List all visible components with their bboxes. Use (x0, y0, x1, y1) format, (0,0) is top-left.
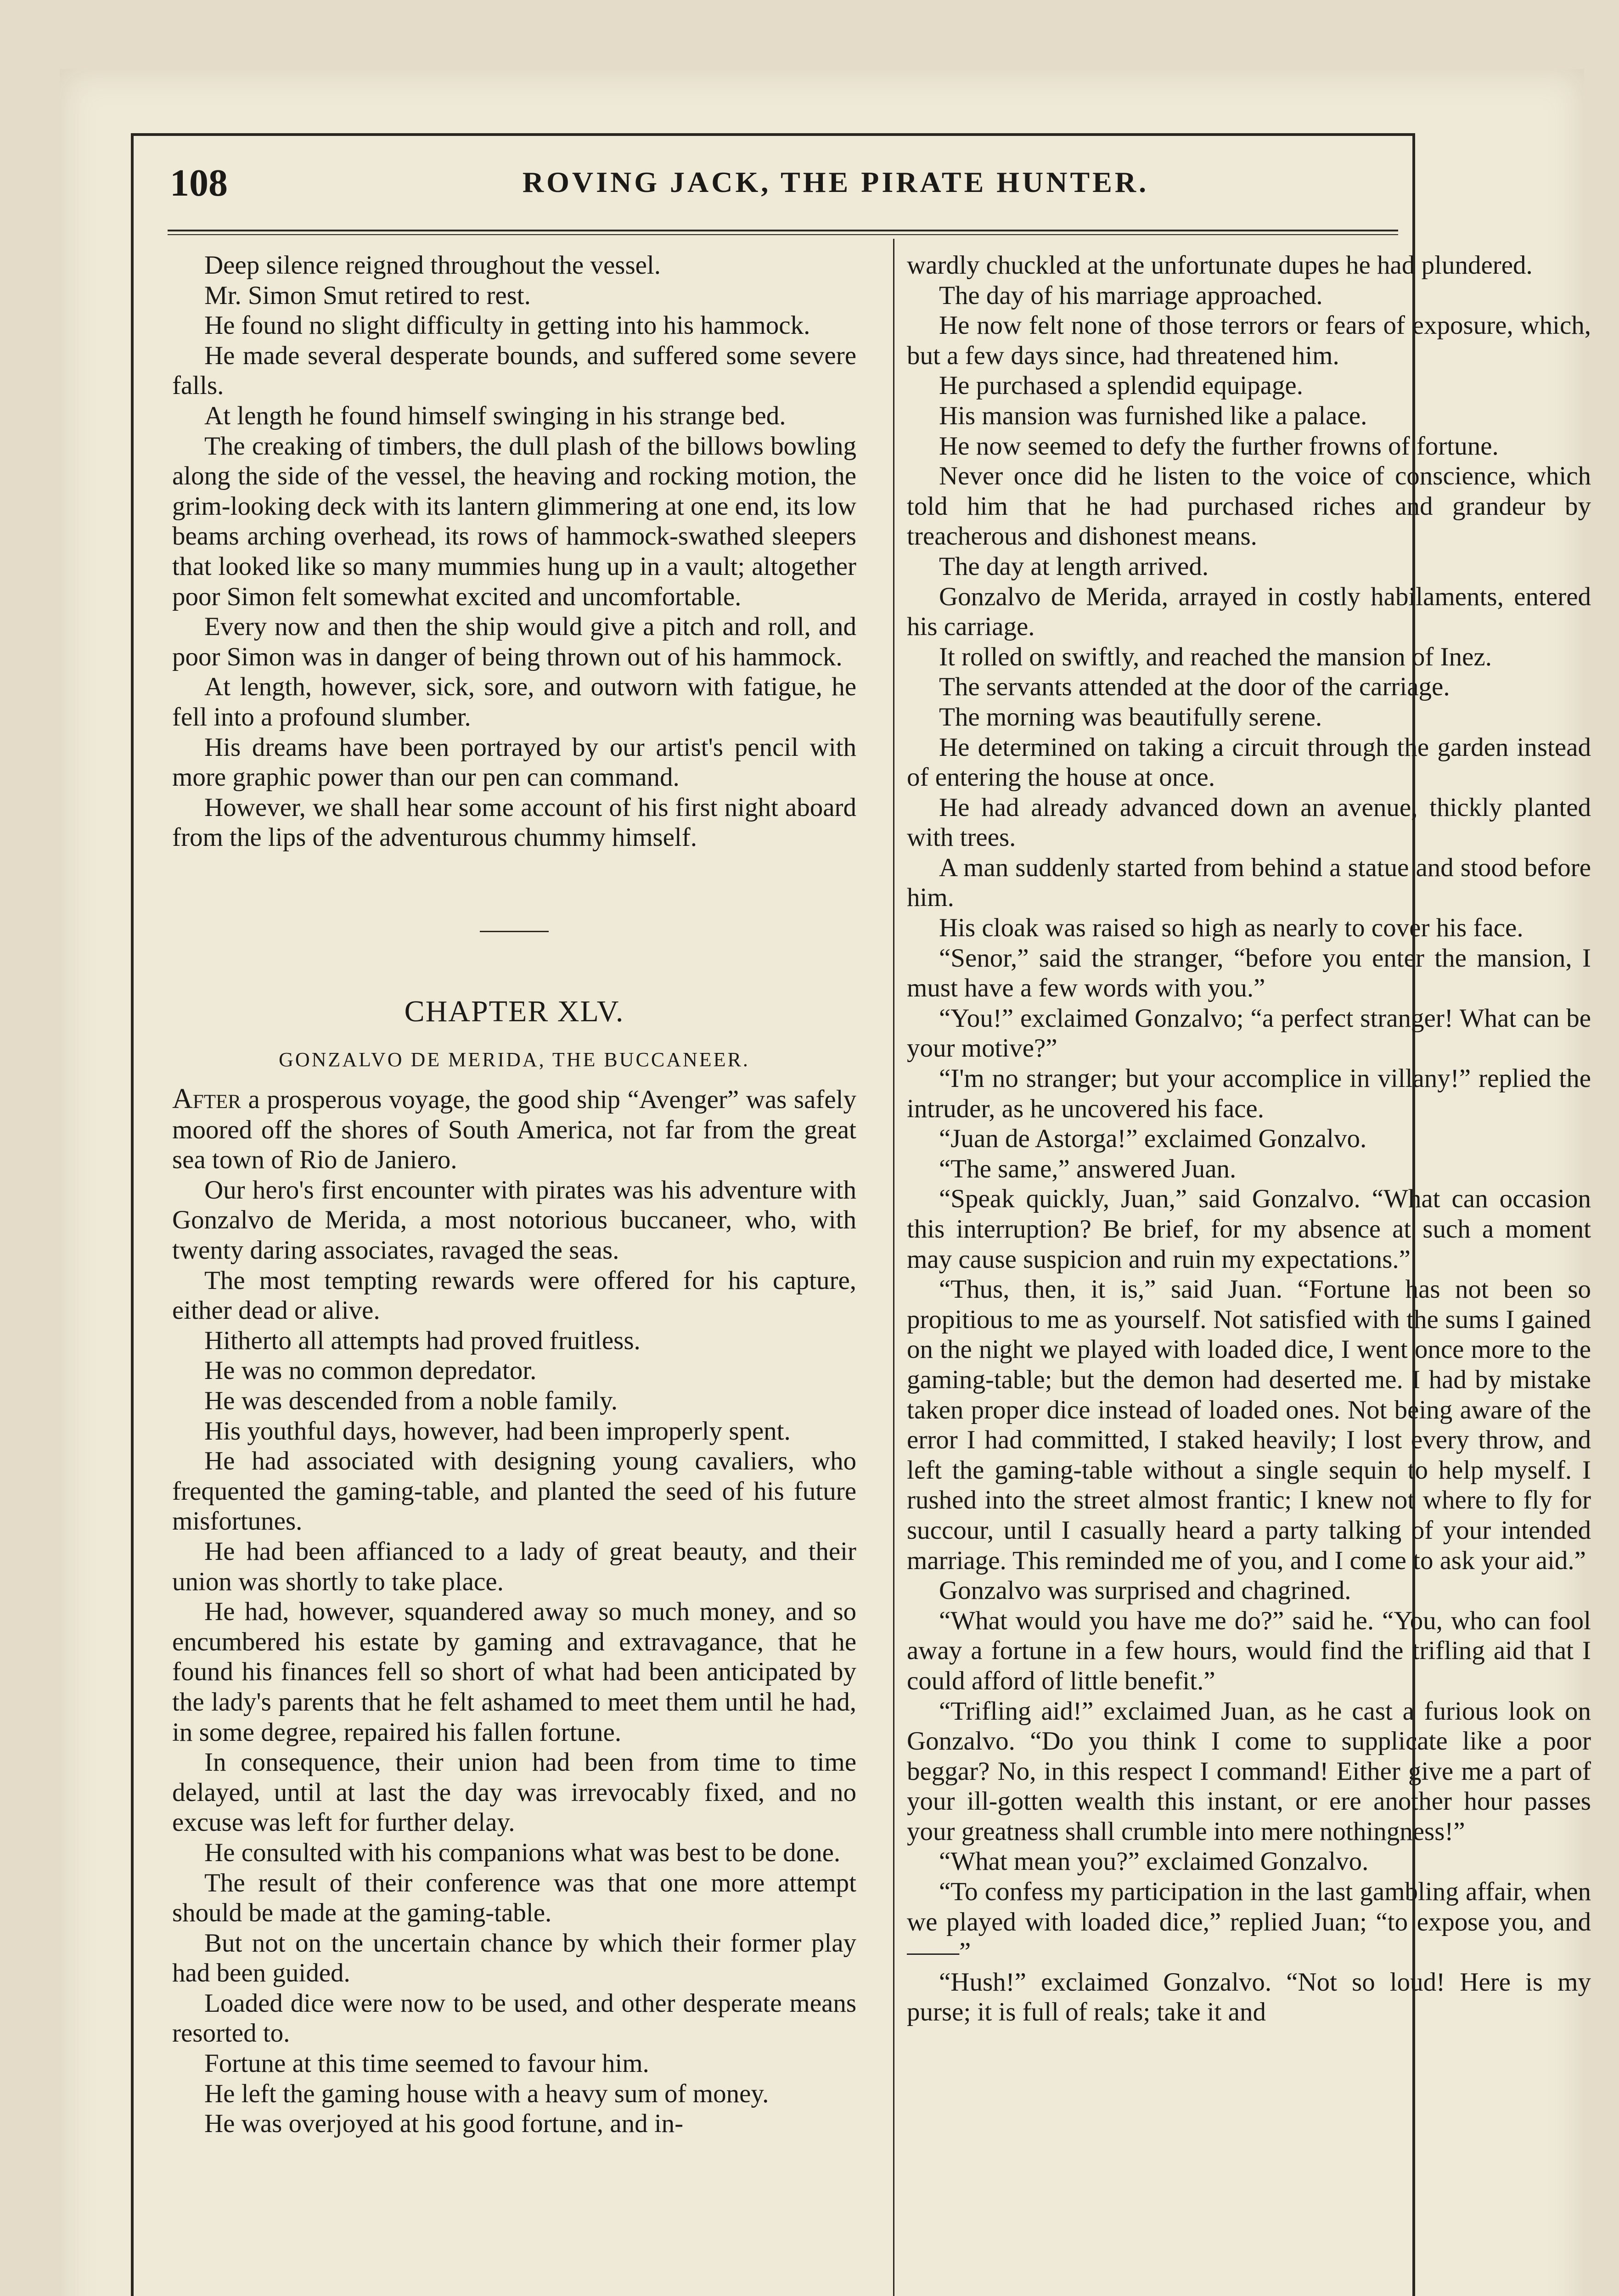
paragraph: Gonzalvo de Merida, arrayed in costly habilaments, entered his carriage. (907, 582, 1591, 642)
paragraph: He had been affianced to a lady of great beauty, and their union was shortly to take place. (172, 1536, 856, 1596)
chapter-subtitle: GONZALVO DE MERIDA, THE BUCCANEER. (279, 1048, 750, 1071)
paragraph: Hitherto all attempts had proved fruitless. (204, 1326, 641, 1355)
left-paragraphs-after (172, 1175, 856, 2139)
section-separator (480, 931, 549, 932)
paragraph: He had associated with designing young cavaliers, who frequented the gaming-table, and planted the seed of his future misfortunes. (172, 1446, 856, 1536)
paragraph: His cloak was raised so high as nearly to cover his face. (939, 913, 1523, 943)
paragraph: “I'm no stranger; but your accomplice in villany!” replied the intruder, as he uncovered his face. (907, 1064, 1591, 1123)
running-title: ROVING JACK, THE PIRATE HUNTER. (522, 166, 1149, 198)
paragraph: “The same,” answered Juan. (939, 1154, 1237, 1183)
column-divider (893, 239, 894, 2296)
paragraph: The most tempting rewards were offered for his capture, either dead or alive. (172, 1266, 856, 1325)
paragraph: He determined on taking a circuit through the garden instead of entering the house at once. (907, 732, 1591, 792)
chapter-opening-paragraph (172, 1084, 856, 1175)
header-rule (168, 230, 1398, 235)
paragraph: In consequence, their union had been from time to time delayed, until at last the day was irrevocably fixed, and no excuse was left for further delay. (172, 1748, 856, 1837)
paragraph: However, we shall hear some account of his first night aboard from the lips of the adventurous chummy himself. (172, 793, 856, 852)
book-page (60, 69, 1591, 2296)
right-column (907, 250, 1591, 2296)
paragraph: The servants attended at the door of the carriage. (939, 672, 1450, 702)
paragraph: He was descended from a noble family. (204, 1386, 618, 1415)
paragraph: At length he found himself swinging in his strange bed. (204, 401, 786, 430)
paragraph: His youthful days, however, had been improperly spent. (204, 1416, 791, 1446)
paragraph: It rolled on swiftly, and reached the mansion of Inez. (939, 642, 1492, 671)
page-header (170, 156, 1410, 216)
paragraph: Every now and then the ship would give a pitch and roll, and poor Simon was in danger of being thrown out of his hammock. (172, 612, 856, 671)
page-number: 108 (170, 162, 228, 204)
chapter-first-word: After (172, 1083, 241, 1115)
left-column (172, 250, 856, 2296)
paragraph: He now seemed to defy the further frowns of fortune. (939, 431, 1499, 461)
paragraph: “Hush!” exclaimed Gonzalvo. “Not so loud! Here is my purse; it is full of reals; take it and (907, 1967, 1591, 2027)
left-paragraphs-before (172, 250, 856, 853)
continuation-paragraph: wardly chuckled at the unfortunate dupes he had plundered. (907, 251, 1533, 280)
paragraph: He was overjoyed at his good fortune, and in- (204, 2109, 684, 2138)
paragraph: He made several desperate bounds, and suffered some severe falls. (172, 341, 856, 400)
paragraph: “Senor,” said the stranger, “before you enter the mansion, I must have a few words with you.” (907, 943, 1591, 1003)
paragraph: He left the gaming house with a heavy sum of money. (204, 2079, 769, 2108)
paragraph: Loaded dice were now to be used, and other desperate means resorted to. (172, 1988, 856, 2048)
paragraph: “What would you have me do?” said he. “You, who can fool away a fortune in a few hours, would find the trifling aid that I could afford of little benefit.” (907, 1606, 1591, 1695)
paragraph: He had already advanced down an avenue, thickly planted with trees. (907, 793, 1591, 852)
paragraph: Mr. Simon Smut retired to rest. (204, 281, 531, 310)
paragraph: The day at length arrived. (939, 551, 1209, 581)
paragraph: “What mean you?” exclaimed Gonzalvo. (939, 1847, 1369, 1876)
paragraph: At length, however, sick, sore, and outworn with fatigue, he fell into a profound slumber. (172, 672, 856, 732)
paragraph: But not on the uncertain chance by which their former play had been guided. (172, 1928, 856, 1988)
paragraph: Deep silence reigned throughout the vessel. (204, 251, 661, 280)
paragraph: Gonzalvo was surprised and chagrined. (939, 1576, 1351, 1605)
paragraph: Fortune at this time seemed to favour him. (204, 2049, 649, 2078)
paragraph: He was no common depredator. (204, 1356, 537, 1385)
paragraph: His mansion was furnished like a palace. (939, 401, 1367, 430)
paragraph: He consulted with his companions what was best to be done. (204, 1838, 841, 1867)
paragraph: The morning was beautifully serene. (939, 702, 1322, 732)
paragraph: He had, however, squandered away so much money, and so encumbered his estate by gaming and extravagance, that he found his finances fell so short of what had been anticipated by the lady's parents that he felt ashamed to meet them until he had, in some degree, repaired his fallen fortune. (172, 1597, 856, 1747)
paragraph: The creaking of timbers, the dull plash of the billows bowling along the side of the vessel, the heaving and rocking motion, the grim-looking deck with its lantern glimmering at one end, its low beams arching overhead, its rows of hammock-swathed sleepers that looked like so many mummies hung up in a vault; altogether poor Simon felt somewhat excited and uncomfortable. (172, 431, 856, 611)
paragraph: He purchased a splendid equipage. (939, 371, 1303, 400)
paragraph: A man suddenly started from behind a statue and stood before him. (907, 853, 1591, 912)
paragraph: The result of their conference was that one more attempt should be made at the gaming-table. (172, 1868, 856, 1928)
paragraph: “Thus, then, it is,” said Juan. “Fortune has not been so propitious to me as yourself. Not satisfied with the sums I gained on the night we played with loaded dice, I went once more to the gaming-table; but the demon had deserted me. I had by mistake taken proper dice instead of loaded ones. Not being aware of the error I had committed, I staked heavily; I lost every throw, and left the gaming-table without a single sequin to help myself. I rushed into the street almost frantic; I knew not where to fly for succour, until I casually heard a party talking of your intended marriage. This reminded me of you, and I come to ask your aid.” (907, 1275, 1591, 1575)
paragraph: Never once did he listen to the voice of conscience, which told him that he had purchased riches and grandeur by treacherous and dishonest means. (907, 461, 1591, 551)
paragraph: “Speak quickly, Juan,” said Gonzalvo. “What can occasion this interruption? Be brief, for my absence at such a moment may cause suspicion and ruin my expectations.” (907, 1184, 1591, 1274)
paragraph: The day of his marriage approached. (939, 281, 1323, 310)
paragraph: He found no slight difficulty in getting into his hammock. (204, 311, 810, 340)
paragraph: “To confess my participation in the last gambling affair, when we played with loaded dice,” replied Juan; “to expose you, and——” (907, 1877, 1591, 1967)
paragraph: “Trifling aid!” exclaimed Juan, as he cast a furious look on Gonzalvo. “Do you think I come to supplicate like a poor beggar? No, in this respect I command! Either give me a part of your ill-gotten wealth this instant, or ere another hour passes your greatness shall crumble into mere nothingness!” (907, 1696, 1591, 1846)
paragraph: His dreams have been portrayed by our artist's pencil with more graphic power than our pen can command. (172, 732, 856, 792)
paragraph: “Juan de Astorga!” exclaimed Gonzalvo. (939, 1124, 1367, 1154)
paragraph: He now felt none of those terrors or fears of exposure, which, but a few days since, had threatened him. (907, 311, 1591, 370)
chapter-opening-text: a prosperous voyage, the good ship “Avenger” was safely moored off the shores of South America, not far from the great sea town of Rio de Janiero. (172, 1085, 856, 1175)
right-paragraphs (907, 281, 1591, 2027)
paragraph: Our hero's first encounter with pirates was his adventure with Gonzalvo de Merida, a most notorious buccaneer, who, with twenty daring associates, ravaged the seas. (172, 1175, 856, 1265)
paragraph: “You!” exclaimed Gonzalvo; “a perfect stranger! What can be your motive?” (907, 1003, 1591, 1063)
chapter-heading: CHAPTER XLV. (404, 994, 624, 1028)
